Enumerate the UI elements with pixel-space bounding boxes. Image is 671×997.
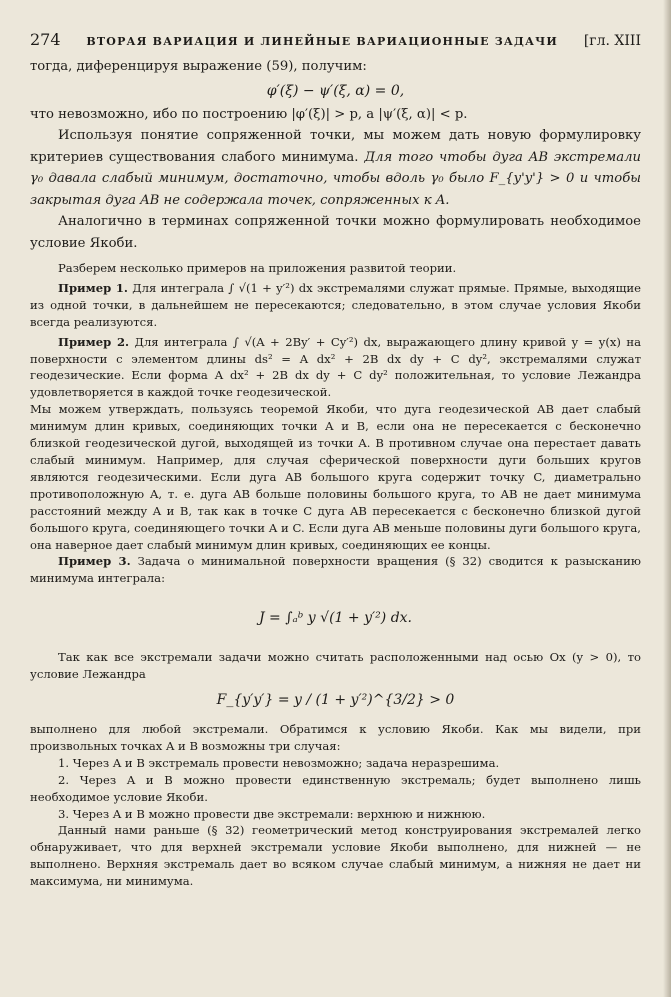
example-3-label: Пример 3. <box>58 554 131 569</box>
page-edge-shadow <box>663 0 671 997</box>
formula-legendre: F_{y′y′} = y / (1 + y′²)^{3/2} > 0 <box>216 692 455 709</box>
example-3 <box>30 553 641 587</box>
page-header <box>30 30 641 56</box>
paragraph-any-extremal: выполнено для любой экстремали. Обратимся к условию Якоби. Как мы видели, при произвольных точках A и B возможны три случая: <box>30 722 641 753</box>
formula-integral-J: J = ∫ₐᵇ y √(1 + y′²) dx. <box>258 610 413 627</box>
example-1-text: Для интеграла ∫ √(1 + y′²) dx экстремалями служат прямые. Прямые, выходящие из одной точки, в дальнейшем не пересекаются; следовательно, в этом случае условия Якоби всегда реализуются. <box>30 280 641 329</box>
case-1: 1. Через A и B экстремаль провести невозможно; задача неразрешима. <box>58 755 500 770</box>
paragraph-legendre: Так как все экстремали задачи можно считать расположенными над осью Ox (y > 0), то условие Лежандра <box>30 650 641 682</box>
paragraph-jacobi: Аналогично в терминах сопряженной точки можно формулировать необходимое условие Якоби. <box>30 214 641 251</box>
chapter-marker: [гл. XIII <box>583 33 641 49</box>
page-number: 274 <box>30 30 61 49</box>
example-3-text: Задача о минимальной поверхности вращения (§ 32) сводится к разысканию минимума интеграла: <box>30 554 641 586</box>
criterion-theorem: Для того чтобы дуга AB экстремали γ₀ давала слабый минимум, достаточно, чтобы вдоль γ₀ было F_{y'y'} > 0 и чтобы закрытая дуга AB не содержала точек, сопряженных к A. <box>30 149 641 208</box>
example-1 <box>30 280 641 331</box>
paragraph-criterion <box>30 125 641 211</box>
case-2: 2. Через A и B можно провести единственную экстремаль; будет выполнено лишь необходимое условие Якоби. <box>30 772 641 804</box>
example-1-label: Пример 1. <box>58 280 128 295</box>
paragraph-geodesic: Мы можем утверждать, пользуясь теоремой Якоби, что дуга геодезической AB дает слабый минимум длин кривых, соединяющих точки A и B, если она не пересекается с бесконечно близкой геодезической дугой, выходящей из точки A. В противном случае она перестает давать слабый минимум. Например, для случая сферической поверхности дуги больших кругов являются геодезическими. Если дуга AB большого круга содержит точку C, диаметрально противоположную A, т. е. дуга AB больше половины большого круга, то AB не дает минимума расстояний между A и B, так как в точке C дуга AB пересекается с бесконечно близкой дугой большого круга, соединяющего точки A и C. Если дуга AB меньше половины дуги большого круга, она наверное дает слабый минимум длин кривых, соединяющих ее концы. <box>30 402 641 552</box>
running-title: ВТОРАЯ ВАРИАЦИЯ И ЛИНЕЙНЫЕ ВАРИАЦИОННЫЕ ЗАДАЧИ <box>86 35 558 48</box>
case-3: 3. Через A и B можно провести две экстремали: верхнюю и нижнюю. <box>58 806 486 821</box>
example-2 <box>30 334 641 402</box>
formula-derivative: φ′(ξ) − ψ′(ξ, α) = 0, <box>266 82 405 99</box>
paragraph-impossible: что невозможно, ибо по построению |φ′(ξ)| > p, а |ψ′(ξ, α)| < p. <box>30 106 468 122</box>
example-2-text: Для интеграла ∫ √(A + 2By′ + Cy′²) dx, выражающего длину кривой y = y(x) на поверхности с элементом длины ds² = A dx² + 2B dx dy + C dy², экстремалями служат геодезические. Если форма A dx² + 2B dx dy + C dy² положительная, то условие Лежандра удовлетворяется в каждой точке геодезической. <box>30 334 641 400</box>
paragraph-conclusion: Данный нами раньше (§ 32) геометрический метод конструирования экстремалей легко обнаруживает, что для верхней экстремали условие Якоби выполнено, для нижней — не выполнено. Верхняя экстремаль дает во всяком случае слабый минимум, а нижняя не дает ни максимума, ни минимума. <box>30 823 641 889</box>
paragraph-examples-intro: Разберем несколько примеров на приложения развитой теории. <box>58 261 457 275</box>
criterion-text: Используя понятие сопряженной точки, мы можем дать новую формулировку критериев существования слабого минимума. <box>30 128 641 165</box>
paragraph-intro: тогда, диференцируя выражение (59), получим: <box>30 59 367 74</box>
example-2-label: Пример 2. <box>58 334 130 349</box>
